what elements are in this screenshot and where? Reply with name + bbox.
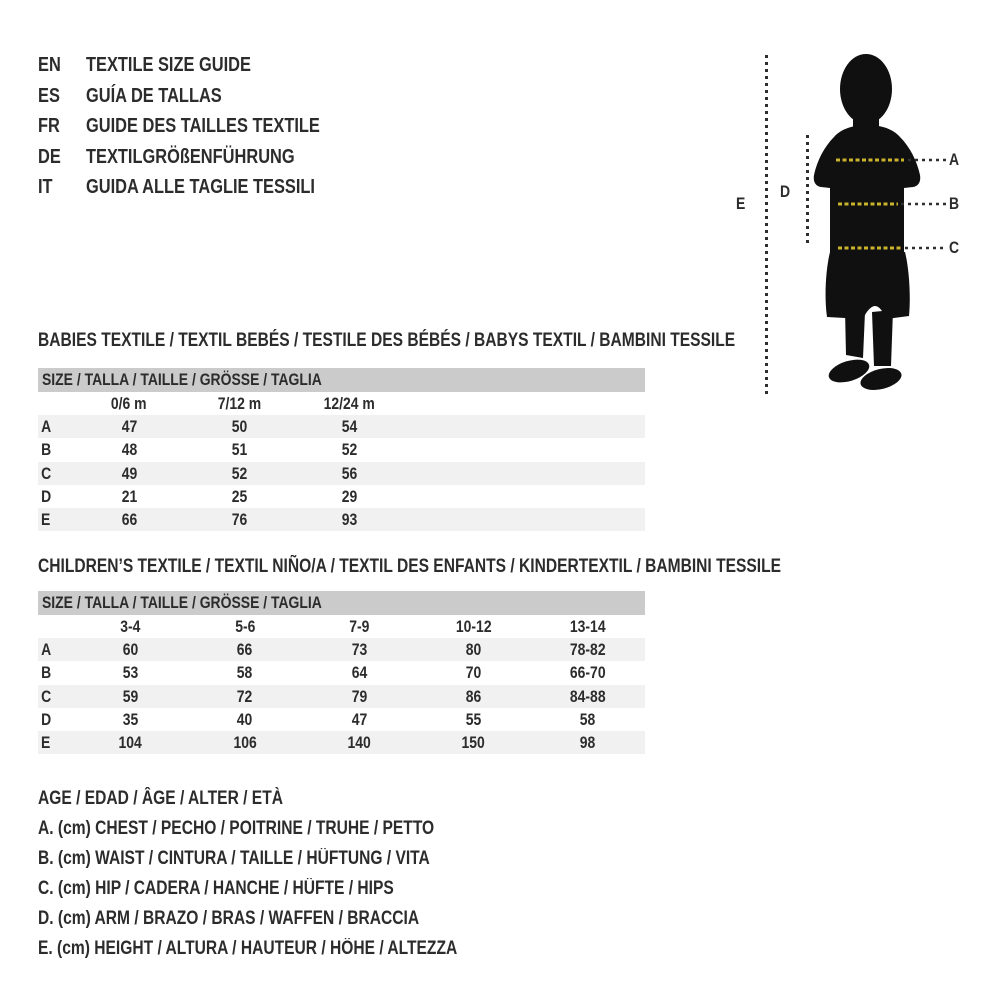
cell-value: 150 [461, 732, 486, 752]
language-code: FR [38, 115, 60, 138]
column-header: 0/6 m [111, 394, 147, 413]
children-section-title: CHILDREN’S TEXTILE / TEXTIL NIÑO/A / TEXTIL DES ENFANTS / KINDERTEXTIL / BAMBINI TESSILE [38, 556, 781, 577]
cell-value: 78-82 [570, 640, 606, 660]
child-silhouette-figure [810, 40, 1000, 410]
row-label: E [41, 732, 51, 752]
table-row [38, 415, 645, 438]
language-code: ES [38, 84, 60, 107]
children-size-table [38, 591, 645, 754]
cell-value: 93 [341, 509, 357, 529]
row-label: E [41, 509, 51, 529]
cell-value: 29 [341, 486, 357, 506]
cell-value: 104 [119, 732, 143, 752]
cell-value: 72 [237, 686, 253, 706]
cell-value: 60 [122, 640, 139, 660]
language-code: DE [38, 145, 61, 168]
column-header: 12/24 m [323, 394, 375, 413]
measurement-legend [38, 784, 549, 964]
cell-value: 35 [122, 709, 139, 729]
cell-value: 54 [341, 417, 357, 437]
babies-table-header-bar: SIZE / TALLA / TAILLE / GRÖSSE / TAGLIA [38, 368, 645, 392]
language-row [38, 142, 371, 173]
babies-column-header-row [38, 392, 645, 415]
cell-value: 40 [237, 709, 253, 729]
row-label: C [41, 463, 52, 483]
table-row [38, 638, 645, 661]
row-label: B [41, 440, 52, 460]
cell-value: 106 [233, 732, 257, 752]
language-row [38, 111, 371, 142]
row-label: C [41, 686, 52, 706]
column-header: 13-14 [570, 617, 606, 636]
children-table-header-bar: SIZE / TALLA / TAILLE / GRÖSSE / TAGLIA [38, 591, 645, 615]
cell-value: 49 [121, 463, 137, 483]
cell-value: 59 [122, 686, 139, 706]
height-label: E [736, 194, 746, 213]
cell-value: 47 [121, 417, 137, 437]
cell-value: 52 [341, 440, 357, 460]
arm-measure-line [806, 135, 809, 245]
cell-value: 80 [465, 640, 482, 660]
row-label: A [41, 417, 52, 437]
cell-value: 73 [351, 640, 368, 660]
column-header: 7-9 [349, 617, 370, 636]
language-title: TEXTILGRÖßENFÜHRUNG [86, 145, 295, 168]
column-header: 7/12 m [217, 394, 261, 413]
legend-height-line: E. (cm) HEIGHT / ALTURA / HAUTEUR / HÖHE / ALTEZZA [38, 938, 458, 959]
legend-arm-line: D. (cm) ARM / BRAZO / BRAS / WAFFEN / BRACCIA [38, 908, 420, 929]
language-title: GUIDA ALLE TAGLIE TESSILI [86, 176, 315, 199]
cell-value: 79 [351, 686, 368, 706]
legend-waist-line: B. (cm) WAIST / CINTURA / TAILLE / HÜFTUNG / VITA [38, 848, 430, 869]
language-code: IT [38, 176, 53, 199]
row-label: D [41, 709, 52, 729]
cell-value: 56 [341, 463, 357, 483]
babies-section-title: BABIES TEXTILE / TEXTIL BEBÉS / TESTILE DES BÉBÉS / BABYS TEXTIL / BAMBINI TESSILE [38, 330, 736, 351]
column-header: 3-4 [120, 617, 141, 636]
shirt [814, 125, 920, 257]
language-code: EN [38, 54, 61, 76]
table-row [38, 485, 645, 508]
language-row [38, 50, 371, 81]
cell-value: 25 [231, 486, 247, 506]
row-label: A [41, 640, 52, 660]
language-title: GUÍA DE TALLAS [86, 84, 222, 107]
language-title: TEXTILE SIZE GUIDE [86, 54, 251, 76]
row-label: D [41, 486, 52, 506]
table-row [38, 731, 645, 754]
cell-value: 48 [121, 440, 137, 460]
cell-value: 140 [347, 732, 371, 752]
language-title: GUIDE DES TAILLES TEXTILE [86, 115, 320, 138]
cell-value: 98 [580, 732, 596, 752]
waist-label: B [949, 194, 960, 213]
cell-value: 86 [465, 686, 482, 706]
cell-value: 64 [351, 663, 368, 683]
cell-value: 70 [465, 663, 482, 683]
legend-age-line: AGE / EDAD / ÂGE / ALTER / ETÀ [38, 788, 283, 809]
cell-value: 21 [121, 486, 137, 506]
cell-value: 58 [580, 709, 596, 729]
chest-label: A [949, 150, 960, 169]
cell-value: 66 [121, 509, 137, 529]
column-header: 5-6 [234, 617, 256, 636]
cell-value: 66 [237, 640, 253, 660]
cell-value: 52 [231, 463, 247, 483]
cell-value: 76 [231, 509, 247, 529]
language-list [38, 50, 371, 203]
cell-value: 51 [231, 440, 247, 460]
table-row [38, 685, 645, 708]
hip-label: C [949, 238, 960, 257]
table-row [38, 708, 645, 731]
language-row [38, 172, 371, 203]
cell-value: 66-70 [570, 663, 606, 683]
arm-label: D [780, 182, 791, 201]
cell-value: 50 [231, 417, 247, 437]
language-row [38, 81, 371, 112]
cell-value: 55 [465, 709, 482, 729]
table-row [38, 508, 645, 531]
legend-hip-line: C. (cm) HIP / CADERA / HANCHE / HÜFTE / HIPS [38, 878, 394, 899]
cell-value: 84-88 [570, 686, 606, 706]
cell-value: 53 [122, 663, 139, 683]
children-column-header-row [38, 615, 645, 638]
table-row [38, 661, 645, 684]
row-label: B [41, 663, 52, 683]
shorts [826, 252, 910, 319]
babies-size-table [38, 368, 645, 531]
column-header: 10-12 [455, 617, 492, 636]
cell-value: 47 [351, 709, 368, 729]
legend-chest-line: A. (cm) CHEST / PECHO / POITRINE / TRUHE / PETTO [38, 818, 435, 839]
table-row [38, 462, 645, 485]
cell-value: 58 [237, 663, 253, 683]
table-row [38, 438, 645, 461]
